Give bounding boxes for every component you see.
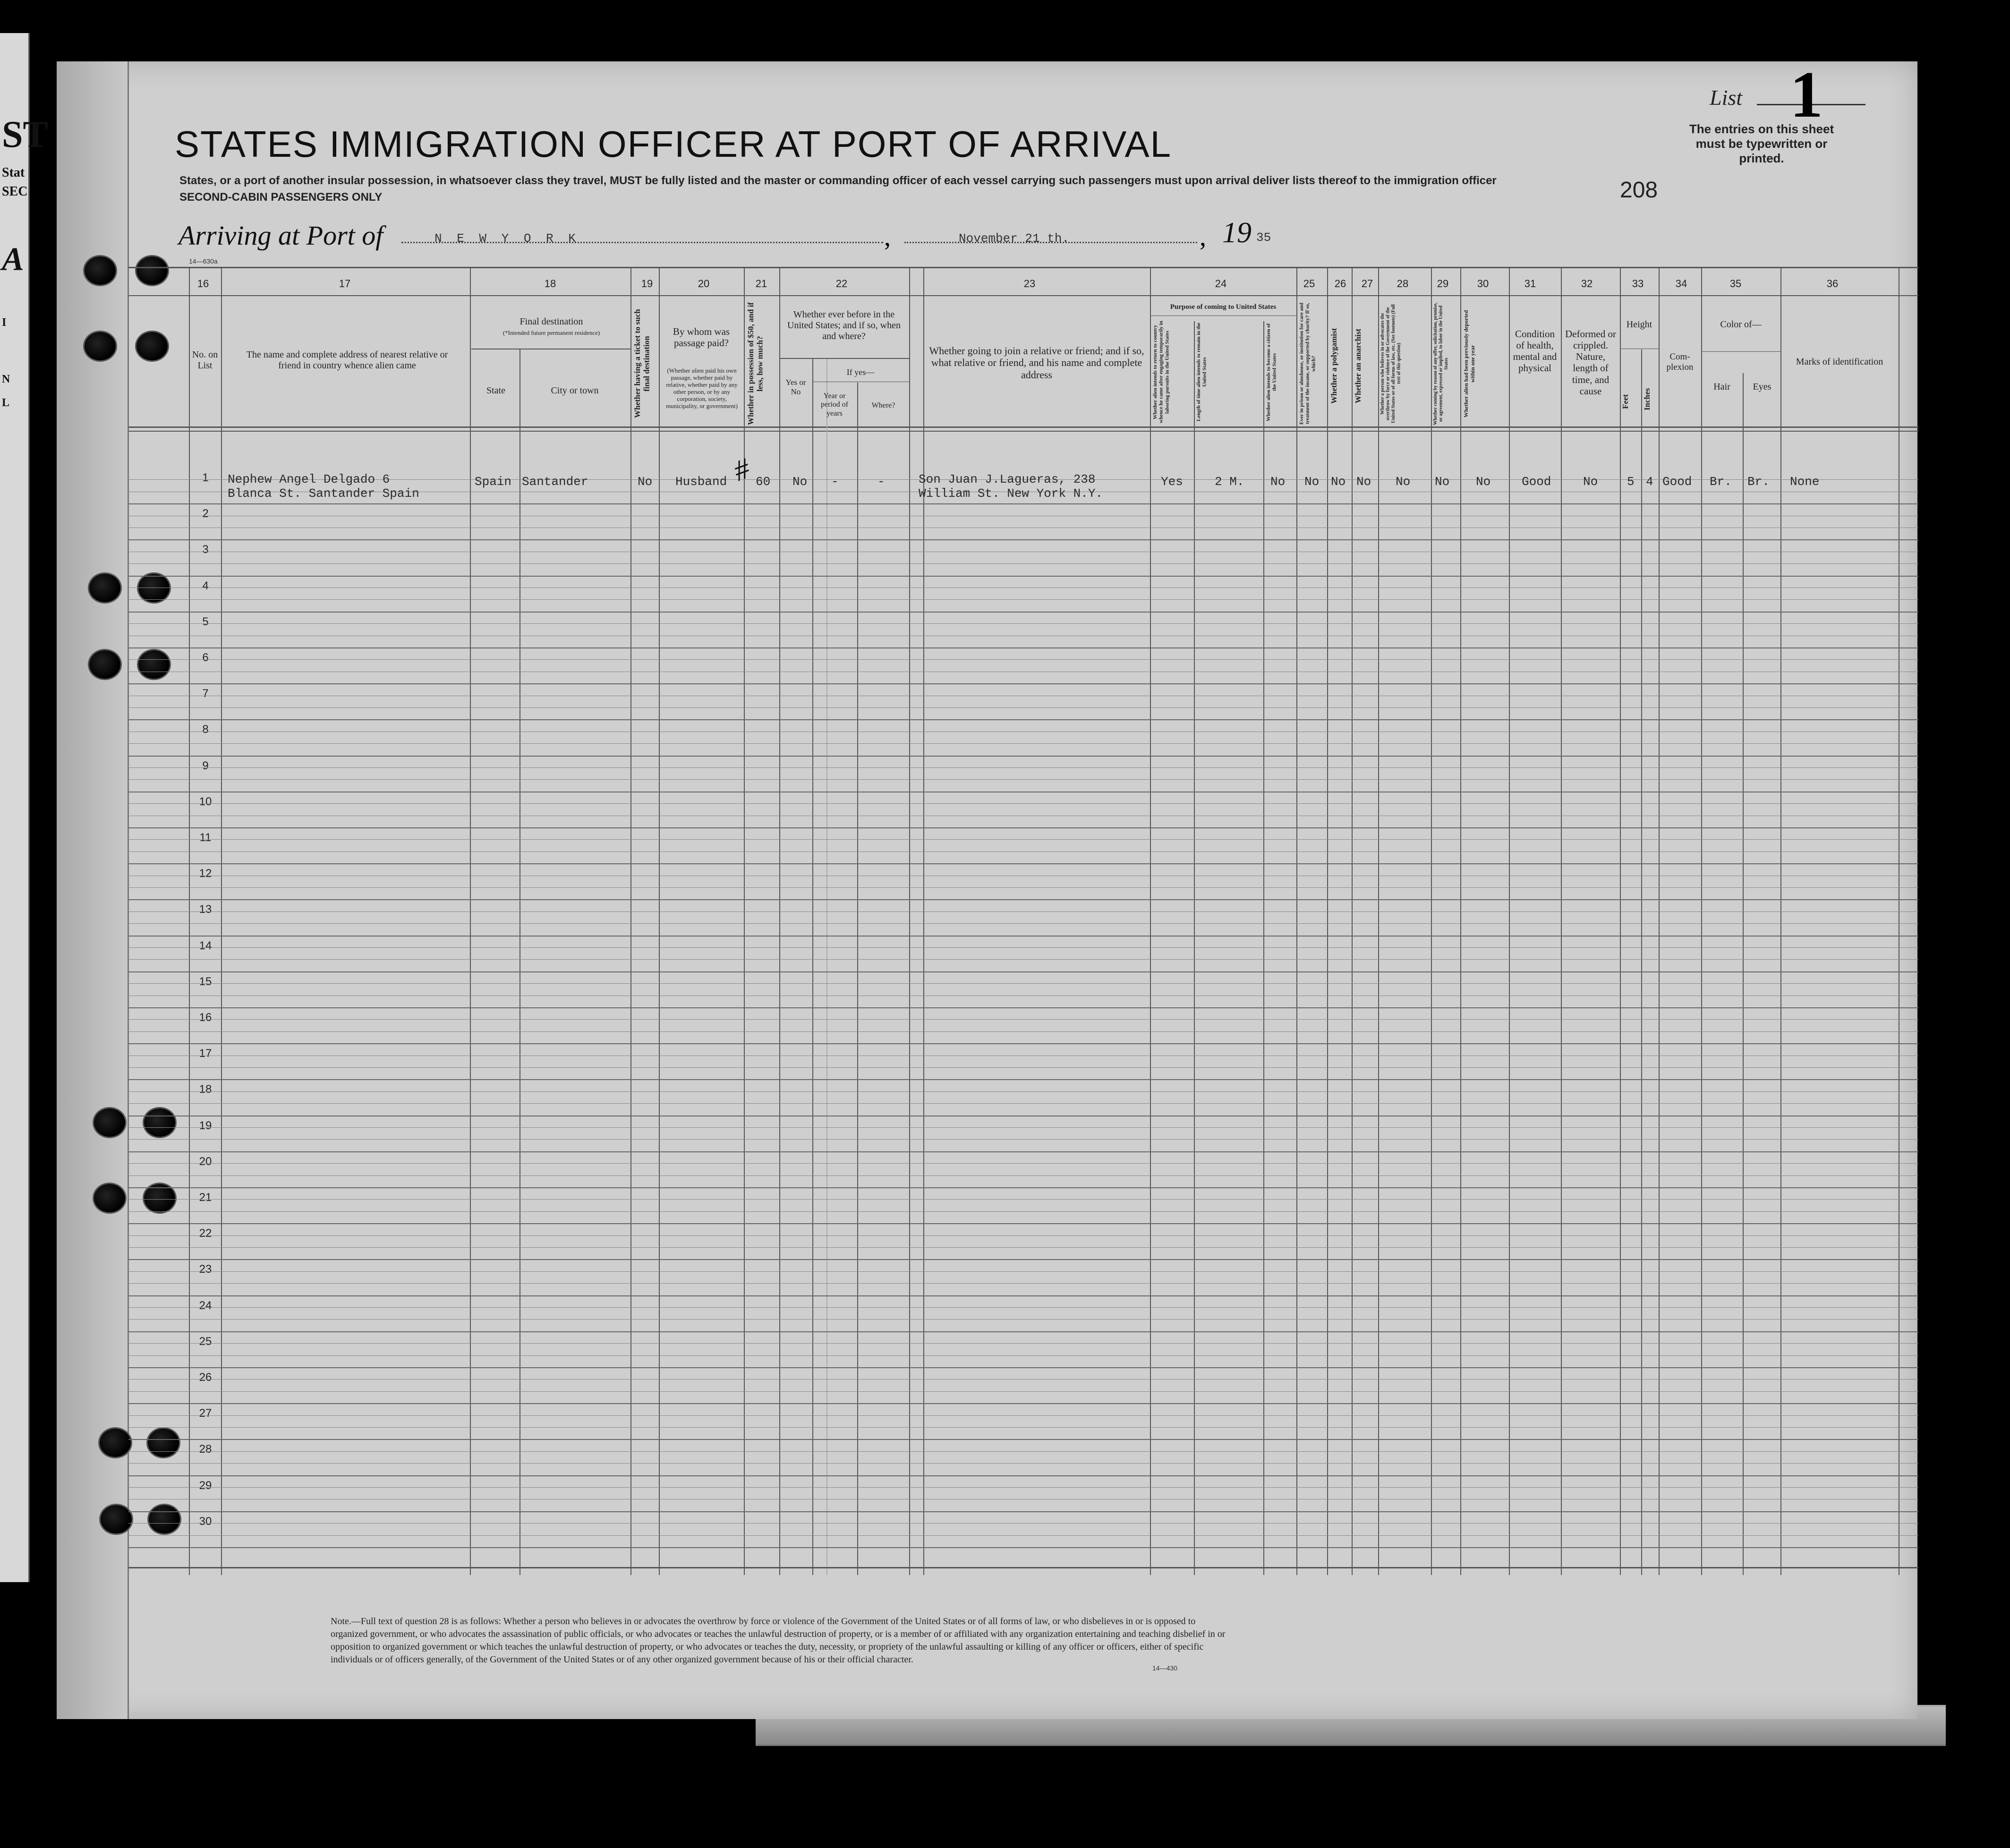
ledger-rule (128, 1079, 1918, 1080)
ledger-rule (128, 1031, 1918, 1032)
sheet-instructions: The entries on this sheet must be typewritten or printed. (1689, 122, 1834, 166)
header-length: Length of time alien intends to remain in the United States (1196, 323, 1208, 422)
ledger-rule (128, 1463, 1918, 1464)
margin-form-code: 14—630a (189, 257, 218, 265)
row-number: 23 (199, 1263, 212, 1276)
row-number: 21 (199, 1191, 212, 1204)
header-where: Where? (871, 401, 895, 409)
header-before-us: Whether ever before in the United States; and if so, when and where? (787, 309, 901, 341)
ledger-rule (128, 503, 1918, 504)
form-code: 14—430 (1152, 1664, 1177, 1672)
column-number: 19 (641, 278, 653, 290)
prev-page-text: I (2, 316, 7, 329)
ledger-rule (128, 947, 1918, 948)
ledger-rule (128, 1331, 1918, 1332)
entry-joining: Son Juan J.Lagueras, 238 (919, 472, 1096, 486)
column-number: 34 (1675, 278, 1687, 290)
ledger-rule (128, 1199, 1918, 1200)
column-number: 35 (1729, 278, 1742, 290)
row-number: 30 (199, 1515, 212, 1528)
ledger-rule (128, 936, 1918, 937)
row-number: 10 (199, 795, 212, 808)
ledger-rule (128, 1235, 1918, 1236)
table-rule (128, 295, 1918, 296)
header-final-destination: Final destination (520, 316, 583, 327)
row-number: 3 (202, 543, 209, 556)
column-number: 16 (197, 278, 209, 290)
column-number: 36 (1826, 278, 1839, 290)
row-number: 19 (199, 1119, 212, 1132)
column-number: 33 (1632, 278, 1644, 290)
entry-money: 60 (756, 475, 771, 489)
ledger-rule (128, 1403, 1918, 1404)
row-number: 17 (199, 1047, 212, 1060)
header-polygamist: Whether a polygamist (1329, 328, 1338, 404)
entry-joining: William St. New York N.Y. (919, 486, 1103, 501)
column-number: 20 (698, 278, 710, 290)
header-yes-no: Yes or No (785, 378, 806, 396)
row-number: 2 (202, 507, 209, 520)
entry-contract-labor: No (1435, 475, 1450, 489)
column-rule (826, 359, 827, 1575)
row-number: 8 (202, 723, 209, 736)
entry-prison: No (1304, 475, 1320, 489)
ledger-rule (128, 683, 1918, 684)
prev-page-text: ST (2, 114, 48, 155)
row-number: 15 (199, 975, 212, 988)
column-rule (1194, 321, 1195, 1575)
entry-anarchist: No (1356, 475, 1371, 489)
ledger-rule (128, 719, 1918, 720)
column-number: 17 (339, 278, 351, 290)
header-height: Height (1626, 319, 1652, 330)
column-rule (1263, 321, 1264, 1575)
header-deformed: Deformed or crippled. Nature, length of time, and cause (1565, 328, 1616, 397)
row-number: 11 (199, 831, 212, 844)
port-value: N E W Y O R K (434, 231, 579, 246)
header-color-of: Color of— (1720, 319, 1762, 330)
row-number: 27 (199, 1407, 212, 1420)
column-number: 23 (1023, 278, 1036, 290)
column-number: 27 (1361, 278, 1373, 290)
ledger-rule (128, 647, 1918, 648)
entry-length: 2 M. (1215, 475, 1244, 489)
ledger-rule (128, 1547, 1918, 1548)
ledger-rule (128, 983, 1918, 984)
row-number: 4 (202, 579, 209, 592)
ledger-rule (128, 899, 1918, 900)
ledger-rule (128, 1475, 1918, 1476)
ledger-rule (128, 1247, 1918, 1248)
header-final-destination-note: (*Intended future permanent residence) (502, 329, 600, 336)
entry-marks: None (1790, 475, 1820, 489)
header-eyes: Eyes (1753, 382, 1772, 392)
ledger-rule (128, 863, 1918, 864)
ledger-rule (128, 1163, 1918, 1164)
entry-before-us: No (792, 475, 808, 489)
arriving-label: Arriving at Port of (179, 220, 383, 251)
ledger-rule (128, 707, 1918, 708)
ledger-rule (128, 911, 1918, 912)
column-number: 31 (1524, 278, 1536, 290)
prev-page-text: L (2, 397, 10, 409)
ledger-rule (128, 1127, 1918, 1128)
header-joining: Whether going to join a relative or friend; and if so, what relative or friend, and his name and complete address (929, 345, 1144, 381)
header-state: State (486, 385, 505, 396)
table-rule (128, 1567, 1918, 1568)
ledger-rule (128, 659, 1918, 660)
header-if-yes: If yes— (846, 367, 875, 377)
entry-return: Yes (1161, 475, 1183, 489)
header-prison: Ever in prison or almshouse, or institution for care and treatment of the insane, or supported by charity? If so, which? (1299, 302, 1317, 425)
ledger-rule (128, 779, 1918, 780)
ledger-rule (128, 599, 1918, 600)
ledger-rule (128, 1535, 1918, 1536)
entry-years: - (831, 475, 839, 489)
column-number: 24 (1215, 278, 1227, 290)
ledger-rule (128, 1379, 1918, 1380)
ledger-rule (128, 1451, 1918, 1452)
subtitle-class: SECOND-CABIN PASSENGERS ONLY (179, 190, 383, 204)
list-number: 1 (1790, 58, 1823, 131)
ledger-rule (128, 1523, 1918, 1524)
page-title: STATES IMMIGRATION OFFICER AT PORT OF ARRIVAL (175, 123, 1172, 165)
row-number: 12 (199, 867, 212, 880)
ledger-rule (128, 1043, 1918, 1044)
ledger-rule (128, 1139, 1918, 1140)
ledger-rule (128, 827, 1918, 828)
entry-q28: No (1396, 475, 1411, 489)
column-number: 28 (1397, 278, 1409, 290)
ledger-rule (128, 923, 1918, 924)
ledger-rule (128, 1187, 1918, 1188)
entry-where: - (877, 475, 885, 489)
ledger-rule (128, 1355, 1918, 1356)
row-number: 20 (199, 1155, 212, 1168)
ledger-rule (128, 576, 1918, 577)
table-rule (128, 426, 1918, 428)
table-rule (128, 267, 1918, 268)
ledger-rule (128, 1283, 1918, 1284)
ledger-rule (128, 1067, 1918, 1068)
header-complexion: Com- plexion (1666, 352, 1694, 372)
row-number: 14 (199, 939, 212, 952)
ledger-rule (128, 1343, 1918, 1344)
sheet-number: 208 (1620, 178, 1658, 203)
ledger-rule (128, 1271, 1918, 1272)
entry-polygamist: No (1331, 475, 1346, 489)
entry-feet: 5 (1627, 475, 1635, 489)
ledger-rule (128, 539, 1918, 540)
header-city: City or town (551, 385, 599, 396)
ledger-rule (128, 1259, 1918, 1260)
entry-ticket: No (638, 475, 653, 489)
ledger-rule (128, 1091, 1918, 1092)
header-contract-labor: Whether coming by reason of any offer, solicitation, promise, or agreement, expressed or implied, to labor in the United States (1433, 302, 1449, 425)
row-number: 26 (199, 1371, 212, 1384)
column-rule (812, 359, 813, 1575)
ledger-rule (128, 1307, 1918, 1308)
list-label: List (1710, 85, 1743, 110)
header-marks: Marks of identification (1796, 357, 1883, 367)
entry-citizen: No (1270, 475, 1286, 489)
column-rule (1743, 373, 1744, 1575)
header-paid-by: By whom was passage paid? (673, 326, 730, 349)
row-number: 16 (199, 1011, 212, 1024)
entry-state: Spain (475, 475, 512, 489)
header-ticket: Whether having a ticket to such final destination (633, 309, 651, 418)
ledger-rule (128, 1151, 1918, 1152)
entry-hair: Br. (1710, 475, 1732, 489)
column-number: 18 (544, 278, 556, 290)
row-number: 6 (202, 651, 209, 664)
ledger-rule (128, 623, 1918, 624)
entry-deformed: No (1583, 475, 1598, 489)
ledger-rule (128, 1175, 1918, 1176)
entry-inches: 4 (1646, 475, 1653, 489)
footnote: Note.—Full text of question 28 is as follows: Whether a person who believes in or advocates the overthrow by force or violence of the Government of the United States or of all forms of law, or who disbelieves in or is opposed to organized government, or who advocates the assassination of public officials, or who advocates or teaches the unlawful destruction of property, or is a member of or affiliated with any organization entertaining and teaching disbelief in or opposition to organized government or which teaches the unlawful destruction of property, or who advocates or teaches the duty, necessity, or propriety of the unlawful assaulting or killing of any officer or officers, either of specific individuals or of officers generally, of the Government of the United States or of any other organized government because of his or their official character. (331, 1616, 1226, 1665)
ledger-rule (128, 1367, 1918, 1368)
entry-relative: Blanca St. Santander Spain (228, 486, 419, 501)
entry-eyes: Br. (1747, 475, 1770, 489)
ledger-rule (128, 1223, 1918, 1224)
entry-complexion: Good (1662, 475, 1692, 489)
header-feet: Feet (1621, 394, 1630, 409)
column-number: 32 (1581, 278, 1593, 290)
ledger-rule (128, 1019, 1918, 1020)
header-money: Whether in possession of $50, and if less, how much? (746, 302, 765, 425)
header-deported: Whether alien had been previously deported within one year (1463, 310, 1476, 417)
header-no-on-list: No. on List (192, 349, 218, 371)
ledger-rule (128, 563, 1918, 564)
ledger-rule (128, 612, 1918, 613)
ledger-rule (128, 1295, 1918, 1296)
row-number: 7 (202, 687, 209, 700)
prev-page-text: A (2, 241, 24, 278)
entry-relative: Nephew Angel Delgado 6 (228, 472, 390, 486)
row-number: 5 (202, 615, 209, 628)
ledger-rule (128, 1319, 1918, 1320)
table-rule (128, 431, 1918, 432)
entry-paid-by: Husband (675, 475, 727, 489)
header-years: Year or period of years (820, 392, 849, 417)
row-number: 22 (199, 1227, 212, 1240)
ledger-rule (128, 767, 1918, 768)
prev-page-text: Stat (2, 165, 25, 180)
ledger-rule (128, 743, 1918, 744)
ledger-rule (128, 756, 1918, 757)
ledger-rule (128, 839, 1918, 840)
ledger-rule (128, 1427, 1918, 1428)
column-number: 29 (1437, 278, 1449, 290)
prev-page-text: N (2, 373, 10, 385)
ledger-rule (128, 887, 1918, 888)
subtitle-instructions: States, or a port of another insular possession, in whatsoever class they travel, MUST be fully listed and the master or commanding officer of each vessel carrying such passengers must upon arrival deliver lists thereof to the immigration officer (179, 174, 1497, 187)
ledger-rule (128, 1439, 1918, 1440)
entry-city: Santander (522, 475, 588, 489)
header-health: Condition of health, mental and physical (1513, 328, 1557, 374)
ledger-rule (128, 959, 1918, 960)
prev-page-text: SEC (2, 184, 28, 199)
date-value: November 21 th. (959, 231, 1070, 246)
row-number: 1 (202, 471, 209, 484)
ledger-rule (128, 1511, 1918, 1512)
header-paid-by-note: (Whether alien paid his own passage, whether paid by relative, whether paid by any other person, or by any corporation, society, municipality, or government) (666, 367, 738, 409)
ledger-rule (128, 971, 1918, 972)
ledger-rule (128, 1103, 1918, 1104)
entry-paid-mark: # (729, 452, 754, 488)
row-number: 24 (199, 1299, 212, 1312)
ledger-rule (128, 1007, 1918, 1008)
header-purpose: Purpose of coming to United States (1170, 303, 1277, 311)
year-suffix: 35 (1256, 230, 1271, 245)
row-number: 9 (202, 759, 209, 772)
header-anarchist: Whether an anarchist (1354, 328, 1363, 404)
row-number: 25 (199, 1335, 212, 1348)
ledger-rule (128, 1211, 1918, 1212)
row-number: 13 (199, 903, 212, 916)
header-citizen: Whether alien intends to become a citizen of the United States (1266, 323, 1278, 421)
row-number: 29 (199, 1479, 212, 1492)
header-nearest-relative: The name and complete address of nearest relative or friend in country whence alien came (246, 349, 448, 371)
entry-health: Good (1522, 475, 1551, 489)
header-inches: Inches (1643, 388, 1652, 410)
column-number: 21 (755, 278, 767, 290)
year-prefix: 19 (1222, 217, 1252, 249)
header-return: Whether alien intends to return to country whence he came after engaging temporarily in laboring pursuits in the United States (1152, 321, 1170, 424)
column-rule (857, 383, 858, 1575)
row-number: 28 (199, 1443, 212, 1456)
ledger-rule (128, 1415, 1918, 1416)
ledger-rule (128, 1487, 1918, 1488)
column-number: 30 (1477, 278, 1489, 290)
ledger-rule (128, 803, 1918, 804)
column-number: 25 (1303, 278, 1315, 290)
column-number: 26 (1334, 278, 1346, 290)
header-hair: Hair (1713, 382, 1730, 392)
header-q28: Whether a person who believes in or advocates the overthrow by force or violence of the Government of the United States or of all forms of law, etc. (See footnote) (Full text of this question) (1380, 304, 1402, 423)
ledger-rule (128, 1391, 1918, 1392)
column-number: 22 (835, 278, 848, 290)
entry-deported: No (1476, 475, 1491, 489)
row-number: 18 (199, 1083, 212, 1096)
